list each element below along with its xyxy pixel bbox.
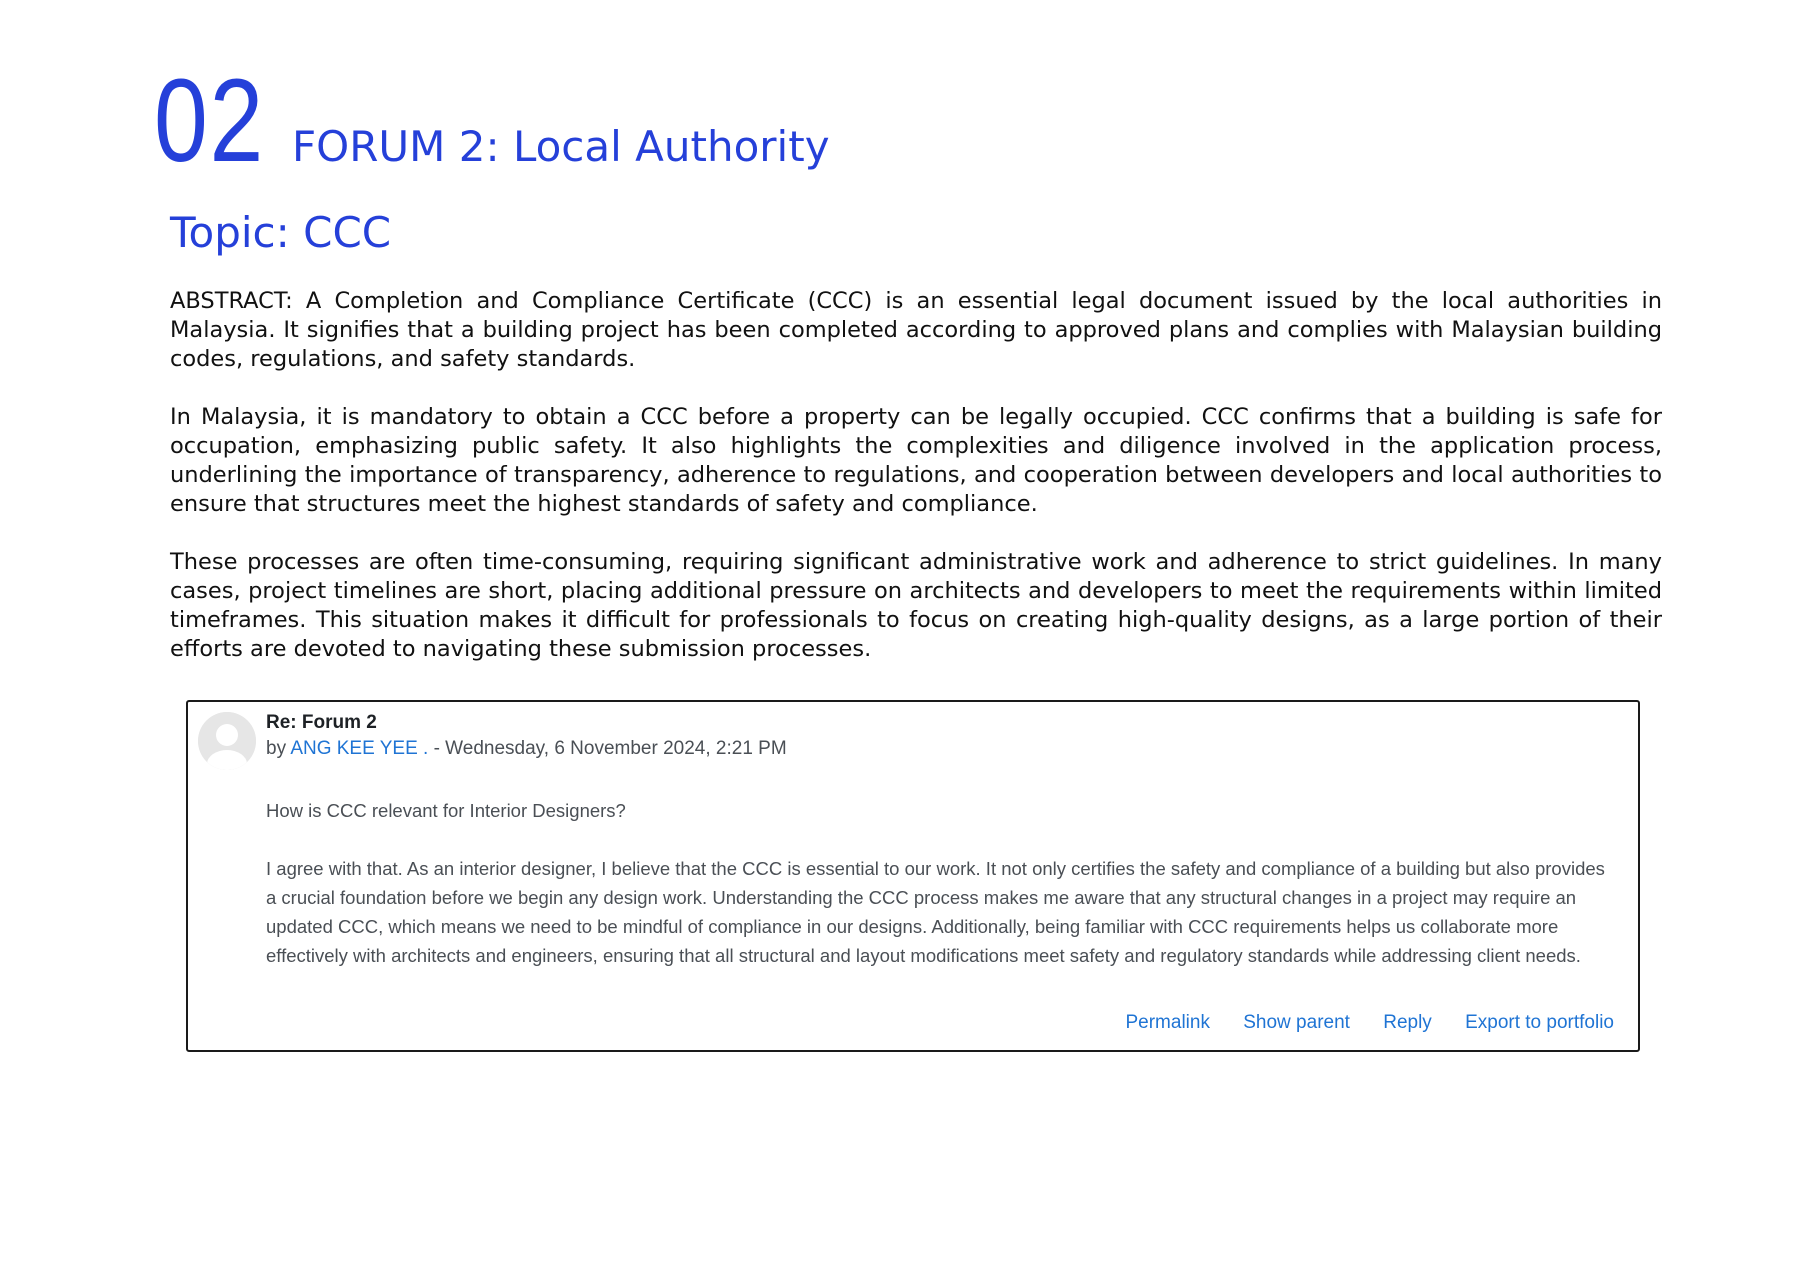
by-label: by [266, 738, 287, 759]
abstract-paragraph: These processes are often time-consuming, requiring significant administrative work and adherence to strict guidelines. In many cases, project timelines are short, placing additional pressure on architects and developers to meet the requirements within limited timeframes. This situation makes it difficult for professionals to focus on creating high-quality designs, as a large portion of their efforts are devoted to navigating these submission processes. [170, 549, 1662, 662]
section-number: 02 [154, 55, 265, 187]
abstract-paragraph: ABSTRACT: A Completion and Compliance Certificate (CCC) is an essential legal document issued by the local authorities in Malaysia. It signifies that a building project has been completed according to approved plans and complies with Malaysian building codes, regulations, and safety standards. [170, 288, 1662, 372]
post-body [266, 796, 1616, 999]
post-question: How is CCC relevant for Interior Designers? [266, 800, 626, 821]
abstract-section [170, 287, 1662, 693]
post-meta [266, 738, 787, 760]
export-portfolio-link[interactable]: Export to portfolio [1465, 1012, 1614, 1033]
topic-title: Topic: CCC [170, 208, 392, 257]
show-parent-link[interactable]: Show parent [1243, 1012, 1350, 1033]
forum-title: FORUM 2: Local Authority [292, 122, 830, 171]
post-subject: Re: Forum 2 [266, 712, 377, 733]
reply-link[interactable]: Reply [1383, 1012, 1432, 1033]
post-actions [1097, 1012, 1614, 1034]
abstract-paragraph: In Malaysia, it is mandatory to obtain a CCC before a property can be legally occupied. CCC confirms that a building is safe for occupation, emphasizing public safety. It also highlights the complexities and diligence involved in the application process, underlining the importance of transparency, adherence to regulations, and cooperation between developers and local authorities to ensure that structures meet the highest standards of safety and compliance. [170, 404, 1662, 517]
user-avatar-icon [198, 712, 256, 770]
post-content: I agree with that. As an interior designer, I believe that the CCC is essential to our work. It not only certifies the safety and compliance of a building but also provides a crucial foundation before we begin any design work. Understanding the CCC process makes me aware that any structural changes in a project may require an updated CCC, which means we need to be mindful of compliance in our designs. Additionally, being familiar with CCC requirements helps us collaborate more effectively with architects and engineers, ensuring that all structural and layout modifications meet safety and regulatory standards while addressing client needs. [266, 858, 1605, 966]
forum-post [186, 700, 1640, 1052]
post-date: - Wednesday, 6 November 2024, 2:21 PM [433, 738, 787, 759]
permalink-link[interactable]: Permalink [1125, 1012, 1210, 1033]
avatar[interactable] [198, 712, 256, 770]
author-link[interactable]: ANG KEE YEE . [290, 738, 429, 759]
